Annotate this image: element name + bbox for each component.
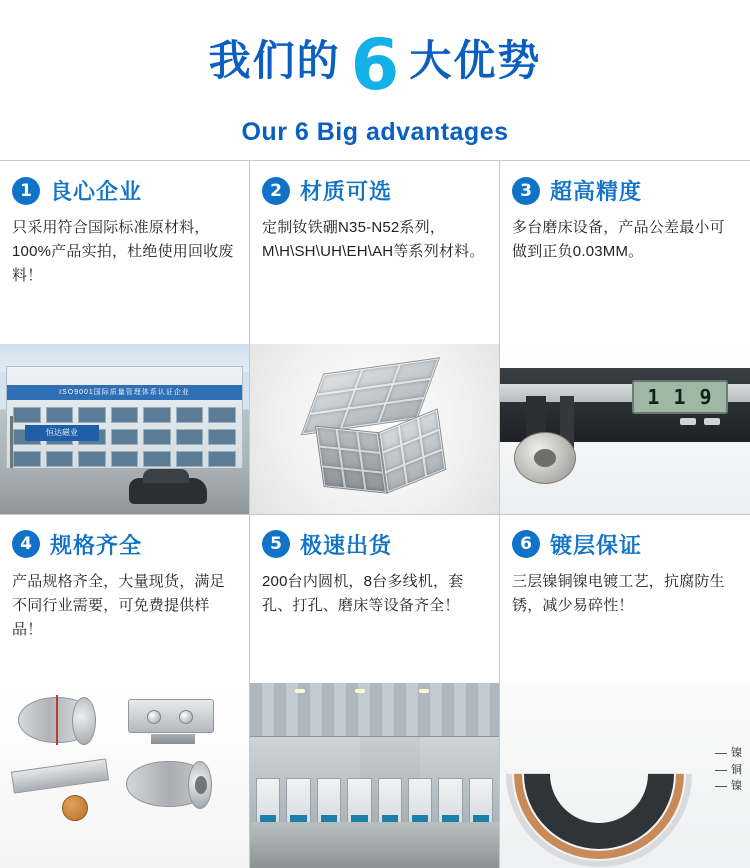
advantage-description: 三层镍铜镍电镀工艺，抗腐防生锈，减少易碎性！ — [512, 572, 725, 614]
advantage-description: 多台磨床设备，产品公差最小可做到正负0.03MM。 — [512, 219, 725, 260]
advantage-number-badge: 4 — [12, 530, 40, 558]
advantage-description: 产品规格齐全，大量现货，满足不同行业需要，可免费提供样品！ — [12, 572, 225, 638]
title-number: 6 — [350, 24, 400, 106]
advantage-number-badge: 1 — [12, 177, 40, 205]
coin-for-scale — [62, 795, 88, 821]
advantage-title: 镀层保证 — [550, 532, 643, 558]
advantage-header-5 — [262, 529, 487, 560]
layer-label-2: 铜 — [715, 762, 742, 779]
advantage-card-6 — [500, 515, 750, 868]
page-title — [0, 24, 750, 106]
factory-building-photo — [0, 344, 249, 514]
workshop-roof — [250, 683, 499, 737]
ground-region — [0, 468, 249, 514]
measured-ring-magnet — [514, 432, 576, 484]
coating-layer-labels — [715, 745, 742, 795]
advantage-number-badge: 3 — [512, 177, 540, 205]
advantage-description: 定制钕铁硼N35-N52系列，M\H\SH\UH\EH\AH等系列材料。 — [262, 219, 485, 260]
title-prefix: 我们的 — [208, 37, 341, 84]
layer-label-3: 镍 — [715, 778, 742, 795]
advantage-title: 材质可选 — [300, 179, 393, 204]
assorted-magnets-photo — [0, 683, 249, 868]
utility-pole — [10, 416, 13, 474]
advantage-description: 只采用符合国际标准原材料，100%产品实拍，杜绝使用回收废料！ — [12, 219, 234, 284]
advantage-header-4 — [12, 529, 237, 560]
caliper-reading: 1 1 9 — [647, 384, 713, 409]
advantage-header-6 — [512, 529, 738, 560]
title-suffix: 大优势 — [409, 37, 542, 84]
advantage-card-3 — [500, 161, 750, 515]
cube-left-face — [314, 425, 386, 493]
advantage-card-2 — [250, 161, 500, 515]
coating-layers-photo — [500, 683, 750, 868]
layer-label-1: 镍 — [715, 745, 742, 762]
advantage-description: 200台内圆机，8台多线机，套孔、打孔、磨床等设备齐全！ — [262, 572, 464, 614]
advantage-card-5 — [250, 515, 500, 868]
building-shape — [6, 366, 243, 470]
workshop-floor — [250, 822, 499, 868]
ring-magnet-stack — [126, 761, 212, 807]
bar-magnet — [11, 758, 109, 793]
building-sign-text: 恒达磁业 — [25, 425, 99, 441]
advantage-card-1 — [0, 161, 250, 515]
page-header — [0, 0, 750, 160]
advantages-grid — [0, 160, 750, 868]
advantage-header-3 — [512, 175, 738, 206]
advantage-number-badge: 6 — [512, 530, 540, 558]
advantage-title: 良心企业 — [50, 179, 143, 204]
page-subtitle: Our 6 Big advantages — [241, 118, 509, 146]
red-marker-line — [56, 695, 58, 745]
window-row — [13, 407, 236, 423]
advantage-number-badge: 2 — [262, 177, 290, 205]
digital-caliper-photo — [500, 344, 750, 514]
caliper-lcd-display — [632, 380, 728, 414]
pot-magnet-assembly — [128, 699, 214, 733]
advantage-number-badge: 5 — [262, 530, 290, 558]
advantage-title: 超高精度 — [550, 179, 643, 204]
advantage-title: 极速出货 — [300, 532, 393, 558]
advantage-header-1 — [12, 175, 237, 206]
advantage-card-4 — [0, 515, 250, 868]
building-banner-text: ISO9001国际质量管理体系认证企业 — [7, 385, 242, 400]
workshop-machines-photo — [250, 683, 499, 868]
advantage-header-2 — [262, 175, 487, 206]
window-row — [13, 451, 236, 467]
parked-car — [129, 478, 207, 504]
advantage-title: 规格齐全 — [50, 532, 143, 558]
caliper-buttons — [680, 418, 720, 425]
magnet-cube-photo — [250, 344, 499, 514]
